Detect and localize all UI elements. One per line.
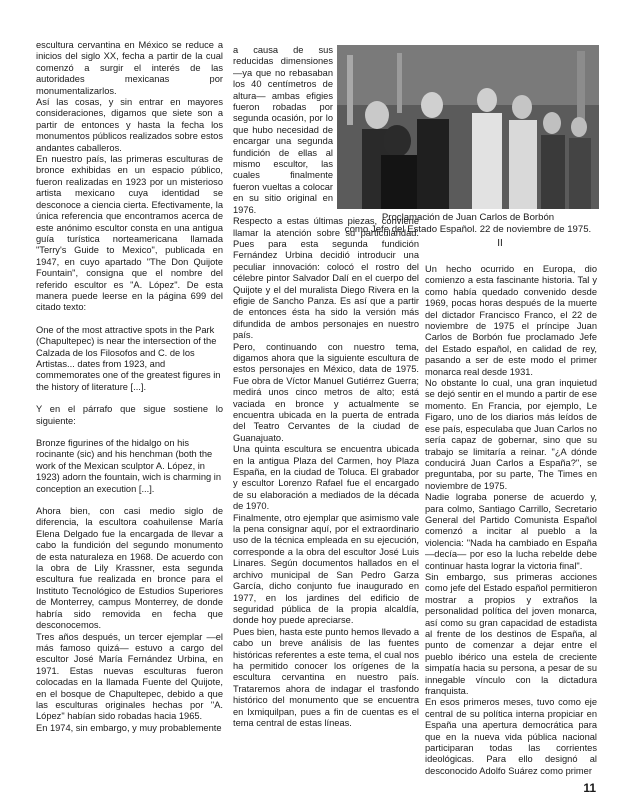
paragraph: Nadie lograba ponerse de acuerdo y, para colmo, Santiago Carrillo, Secretario General del Partido Comunista Español comenzó a incitar al pueblo a la violencia: "Nada ha cambiado en España —decía— por eso la lucha rebelde debe continuar hasta lograr la victoria final". [425, 492, 597, 571]
paragraph: En nuestro país, las primeras esculturas de bronce exhibidas en un espacio público, fueron realizadas en 1923 por un misterioso artista mexicano cuya identidad se desconoce a ciencia cierta. Efectivamente, la única referencia que encontramos acerca de este anónimo escultor consta en una antigua guía turística norteamericana llamada "Terry's Guide to Mexico", publicada en 1947, en cuyo apartado "The Don Quijote Fountain", consigna que el nombre del referido escultor es "A. López". De esta manera puede leerse en la página 699 del citado texto: [36, 154, 223, 313]
photo-illustration [337, 45, 599, 209]
paragraph: Tres años después, un tercer ejemplar —el más famoso quizá— estuvo a cargo del escultor José María Fernández Urbina, en 1971. Estas nuevas esculturas fueron colocadas en la llamada Fuente del Quijote, en el bosque de Chapultepec, debido a que las esculturas originales hechas por "A. López" habían sido robadas hacia 1965. [36, 631, 223, 722]
photo-caption [337, 212, 599, 236]
section-divider: II [497, 238, 503, 249]
paragraph: a causa de sus reducidas dimensiones —ya que no rebasaban los 40 centímetros de altura— ambas efigies fueron robadas por segunda ocasión, por lo que hubo necesidad de encargar una segunda fundición de ellas al mismo escultor, las cuales finalmente fueron vueltas a colocar en su sitio original en 1976. [233, 45, 333, 215]
article-column-3 [425, 264, 597, 777]
paragraph: Y en el párrafo que sigue sostiene lo siguiente: [36, 404, 223, 426]
paragraph: Sin embargo, sus primeras acciones como jefe del Estado español permitieron mostrar a propios y extraños la personalidad política del joven monarca, así como su gran capacidad de estadista al frente de los destinos de España, al punto de comenzar a dejar entre el pueblo ibérico una estela de creciente simpatía hacia su persona, a pesar de su innegable vínculo con la dictadura franquista. [425, 571, 597, 697]
quote-english-1: One of the most attractive spots in the Park (Chapultepec) is near the intersection of the Calzada de los Filosofos and C. de los Artistas... dates from 1923, and commemorates one of the greatest figures in the history of literature [...]. [36, 324, 221, 392]
paragraph: escultura cervantina en México se reduce a inicios del siglo XX, fecha a partir de la cual comenzó a surgir el interés de las autoridades mexicanas por monumentalizarlos. [36, 40, 223, 96]
paragraph: Respecto a estas últimas piezas, conviene llamar la atención sobre su particularidad. Pues para esta segunda fundición Fernández Urbina decidió introducir una peculiar innovación: colocó el rostro del célebre pintor Salvador Dalí en el cuerpo del Quijote y el del muralista Diego Rivera en la efigie de Sancho Panza. Es así que a partir de entonces ésta ha sido la versión más difundida de ambos personajes en nuestro país. [233, 216, 419, 341]
paragraph: No obstante lo cual, una gran inquietud se dejó sentir en el mundo a partir de ese momento. En Francia, por ejemplo, Le Figaro, uno de los diarios más leídos de ese país, especulaba que Juan Carlos no sería capaz de gobernar, sino que su trabajo se limitaría a reinar. "¿A dónde conducirá Juan Carlos a España?", se preguntaba, por su parte, The Times en noviembre de 1975. [425, 378, 597, 491]
paragraph: Ahora bien, con casi medio siglo de diferencia, la escultora coahuilense María Elena Delgado fue la encargada de llevar a cabo la fundición del segundo monumento de esta naturaleza en 1968. De acuerdo con la obra de Lily Krassner, esta segunda escultura fue realizada en bronce para el Instituto Tecnológico de Estudios Superiores de Monterrey, campus Monterrey, de donde habría sido removida en fecha que desconocemos. [36, 506, 223, 631]
paragraph: Una quinta escultura se encuentra ubicada en la antigua Plaza del Carmen, hoy Plaza España, en la ciudad de Toluca. El grabador y escultor Lorenzo Rafael fue el encargado de su elaboración a mediados de la década de 1970. [233, 444, 419, 512]
paragraph: Finalmente, otro ejemplar que asimismo vale la pena consignar aquí, por el extraordinario uso de la técnica empleada en su ejecución, corresponde a la obra del escultor José Luis Linares. Según documentos hallados en el archivo municipal de San Pedro Garza García, dicho conjunto fue inaugurado en 1977, en los jardines del edificio de seguridad pública de la propia alcaldía, donde hoy puede apreciarse. [233, 512, 419, 626]
paragraph: En 1974, sin embargo, y muy probablemente [36, 722, 222, 733]
paragraph: En esos primeros meses, tuvo como eje central de su política interna propiciar en España una apertura democrática para que en la nueva vida pública nacional participaran todas las corrientes ideológicas. Para ello designó al desconocido Adolfo Suárez como primer [425, 697, 597, 776]
paragraph: Así las cosas, y sin entrar en mayores consideraciones, digamos que siete son a partir de entonces y hasta la fecha los monumentos públicos realizados sobre estos andantes caballeros. [36, 97, 223, 153]
paragraph: Un hecho ocurrido en Europa, dio comienzo a esta fascinante historia. Tal y como había quedado convenido desde 1969, pocas horas después de la muerte del dictador Francisco Franco, el 22 de noviembre de 1975 el príncipe Juan Carlos de Borbón fue proclamado Jefe del Estado español, en calidad de rey, pasando a ser de este modo el primer monarca real desde 1931. [425, 264, 597, 377]
article-column-1 [36, 40, 223, 734]
proclamation-photo [337, 45, 599, 209]
paragraph: Pues bien, hasta este punto hemos llevado a cabo un breve análisis de las fuentes históricas referentes a este tema, el cual nos ha permitido conocer los orígenes de la escultura cervantina en nuestro país. Trataremos ahora de indagar el trasfondo histórico del monumento que se encuentra en Ixmiquilpan, pues a fin de cuentas es el tema central de estas líneas. [233, 626, 419, 728]
page-number: 11 [583, 781, 596, 795]
paragraph: Pero, continuando con nuestro tema, digamos ahora que la siguiente escultura de estos personajes en México, data de 1975. Fue obra de Víctor Manuel Gutiérrez Guerra; medirá unos cinco metros de alto; está vaciada en bronce y actualmente se encuentra ubicada en la puerta de entrada del Teatro Cervantes de la ciudad de Guanajuato. [233, 341, 419, 443]
caption-line: Proclamación de Juan Carlos de Borbón [381, 212, 555, 223]
caption-line: como Jefe del Estado Español. 22 de noviembre de 1975. [344, 224, 592, 235]
quote-english-2: Bronze figurines of the hidalgo on his rocinante (sic) and his henchman (both the work of the Mexican sculptor A. López, in 1923) adorn the fountain, wich is charming in conception an execution [...]. [36, 438, 222, 494]
